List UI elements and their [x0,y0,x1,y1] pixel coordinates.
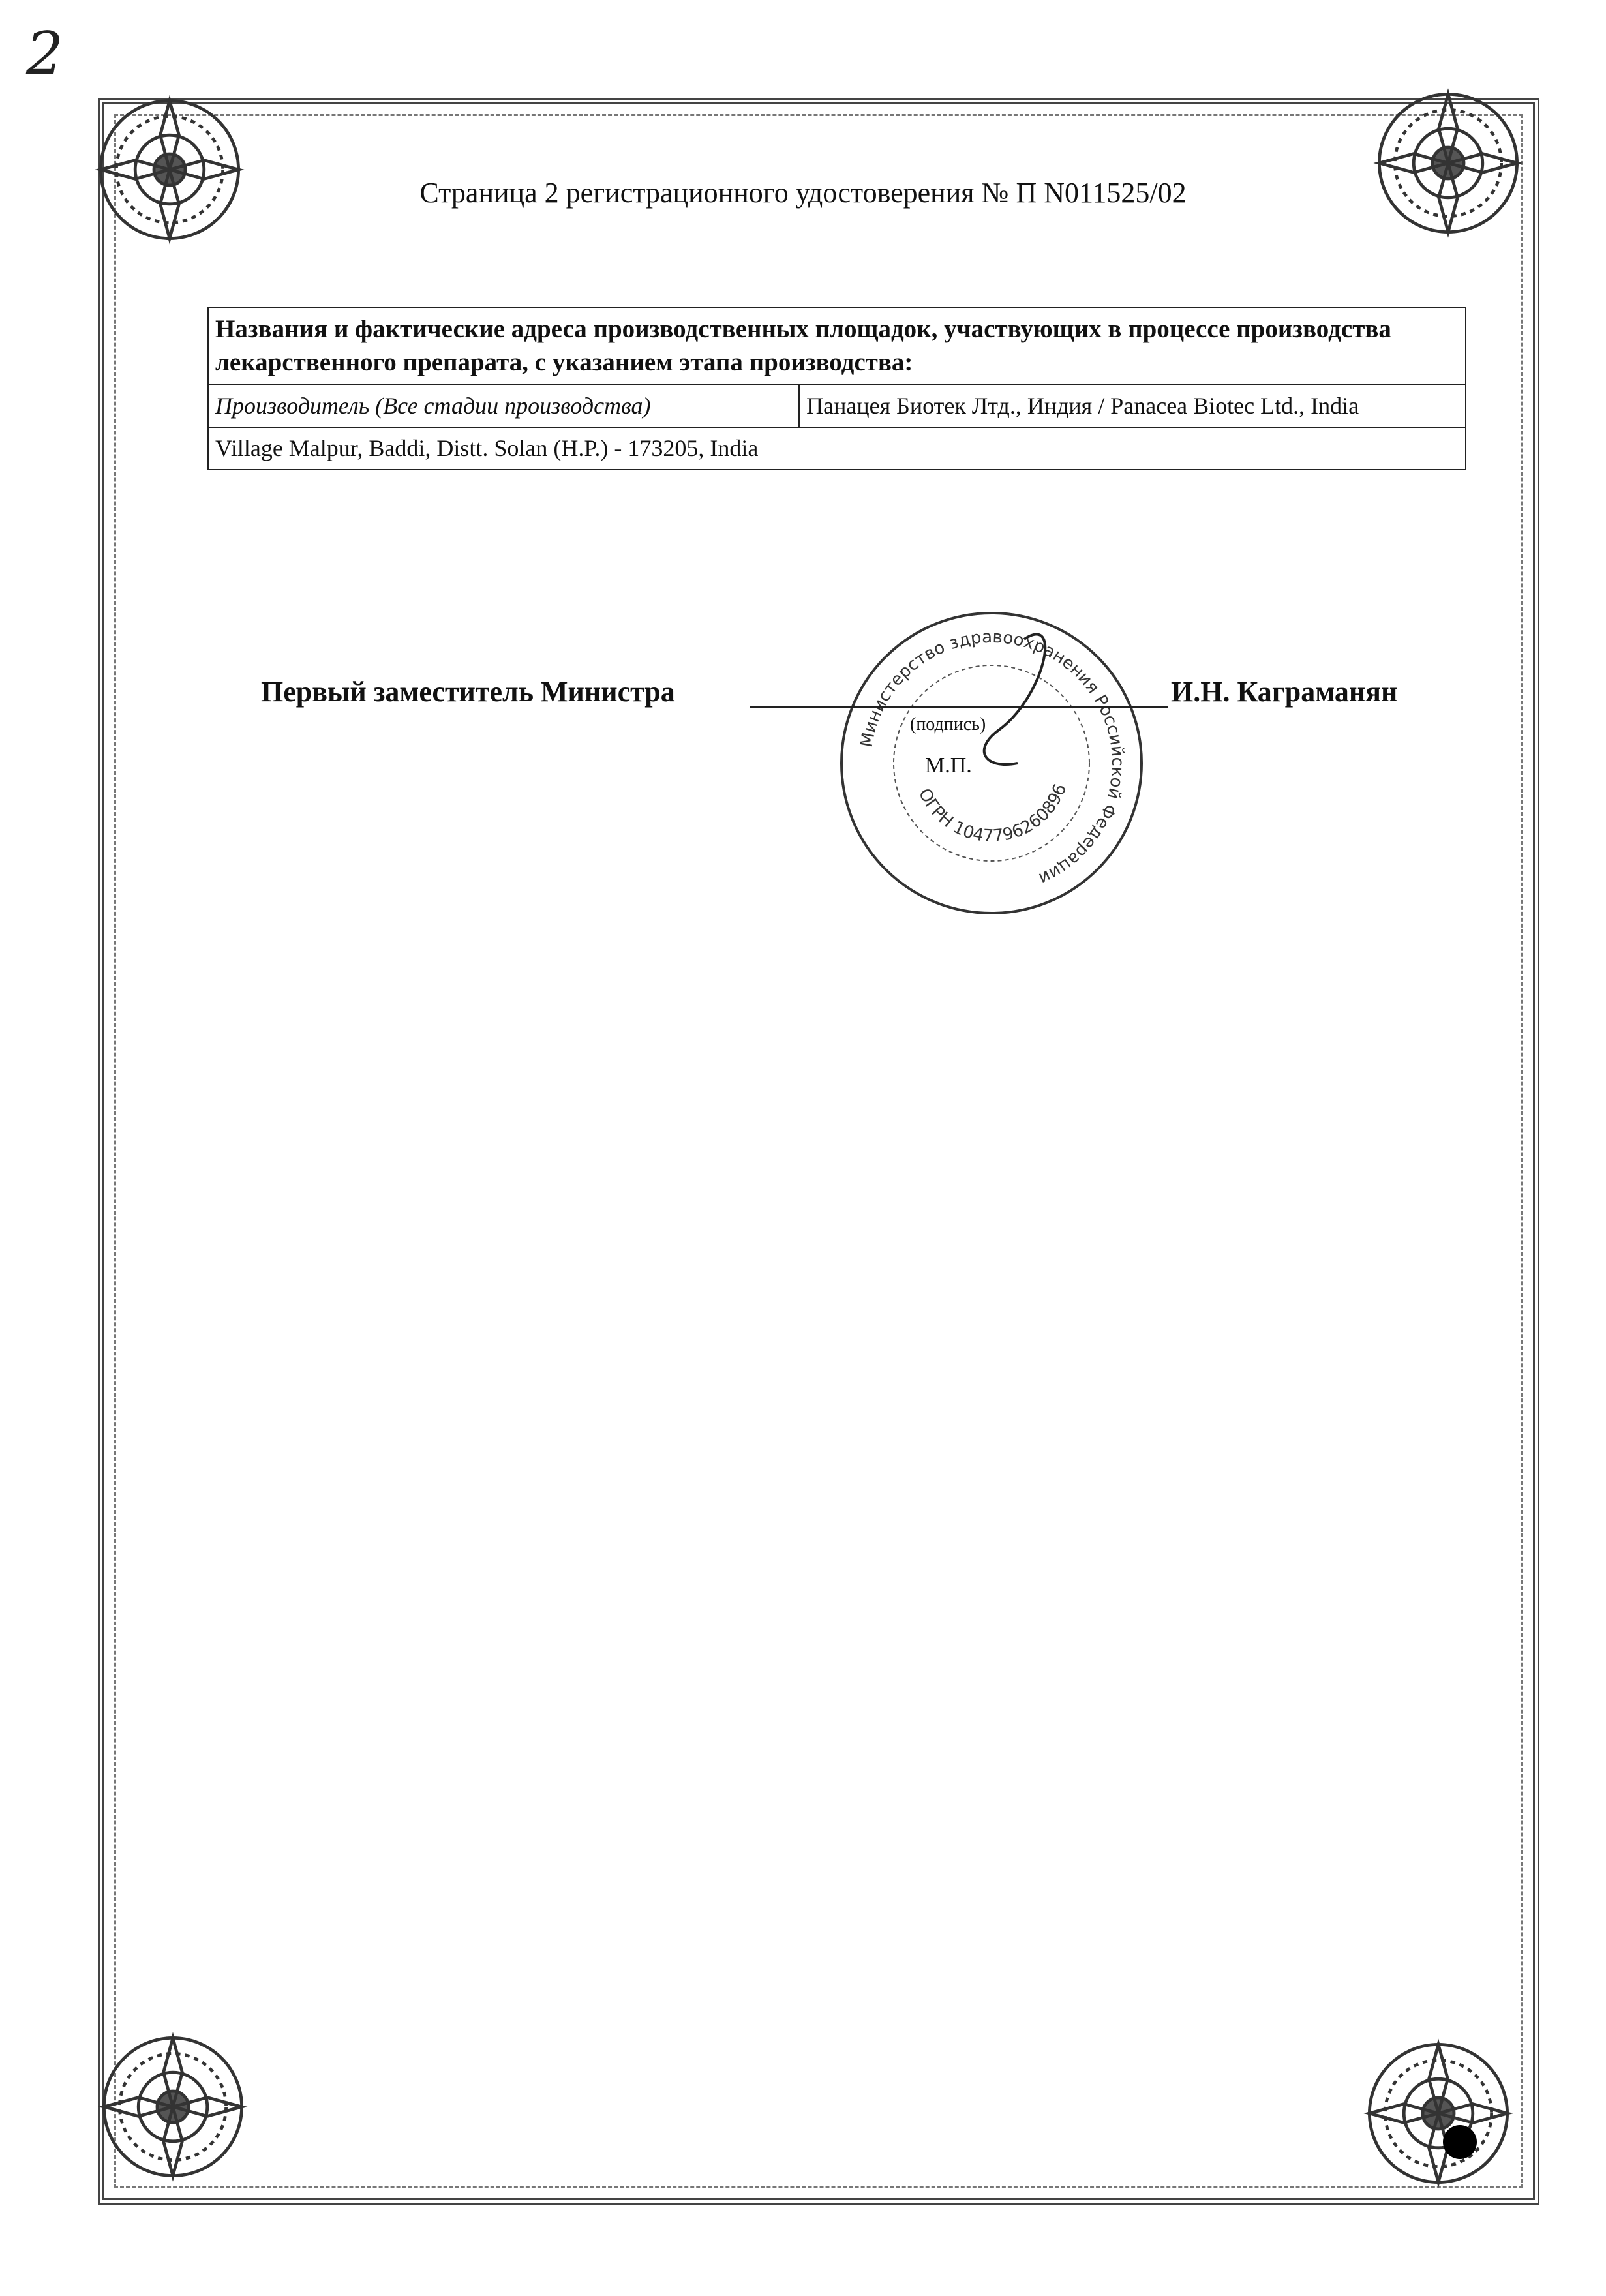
handwritten-page-number: 2 [26,20,64,88]
page-heading: Страница 2 регистрационного удостоверения № П N011525/02 [419,177,1187,209]
signatory-name: И.Н. Каграманян [1171,676,1398,708]
corner-rosette-top-right [1370,85,1526,241]
punch-hole-mark [1443,2125,1477,2159]
production-sites-table [207,307,1466,470]
signatory-title: Первый заместитель Министра [261,676,675,708]
signature-caption: (подпись) [910,714,986,734]
manufacturer-role: Производитель (Все стадии производства) [208,385,799,427]
manufacturer-address: Village Malpur, Baddi, Distt. Solan (H.P.) - 173205, India [208,427,1466,470]
official-seal-stamp [828,600,1155,926]
seal-place-mark: М.П. [925,753,972,778]
stamp-inner-text: ОГРН 1047796260896 [914,781,1071,847]
corner-rosette-bottom-left [95,2029,251,2185]
manufacturer-name: Панацея Биотек Лтд., Индия / Panacea Biotec Ltd., India [799,385,1466,427]
corner-rosette-bottom-right [1360,2035,1517,2192]
stamp-ring-text: Министерство здравоохранения Российской Федерации [856,627,1128,889]
signature-line [750,706,1168,708]
corner-rosette-top-left [91,91,248,248]
table-header: Названия и фактические адреса производственных площадок, участвующих в процессе производства лекарственного препарата, с указанием этапа производства: [208,307,1466,385]
